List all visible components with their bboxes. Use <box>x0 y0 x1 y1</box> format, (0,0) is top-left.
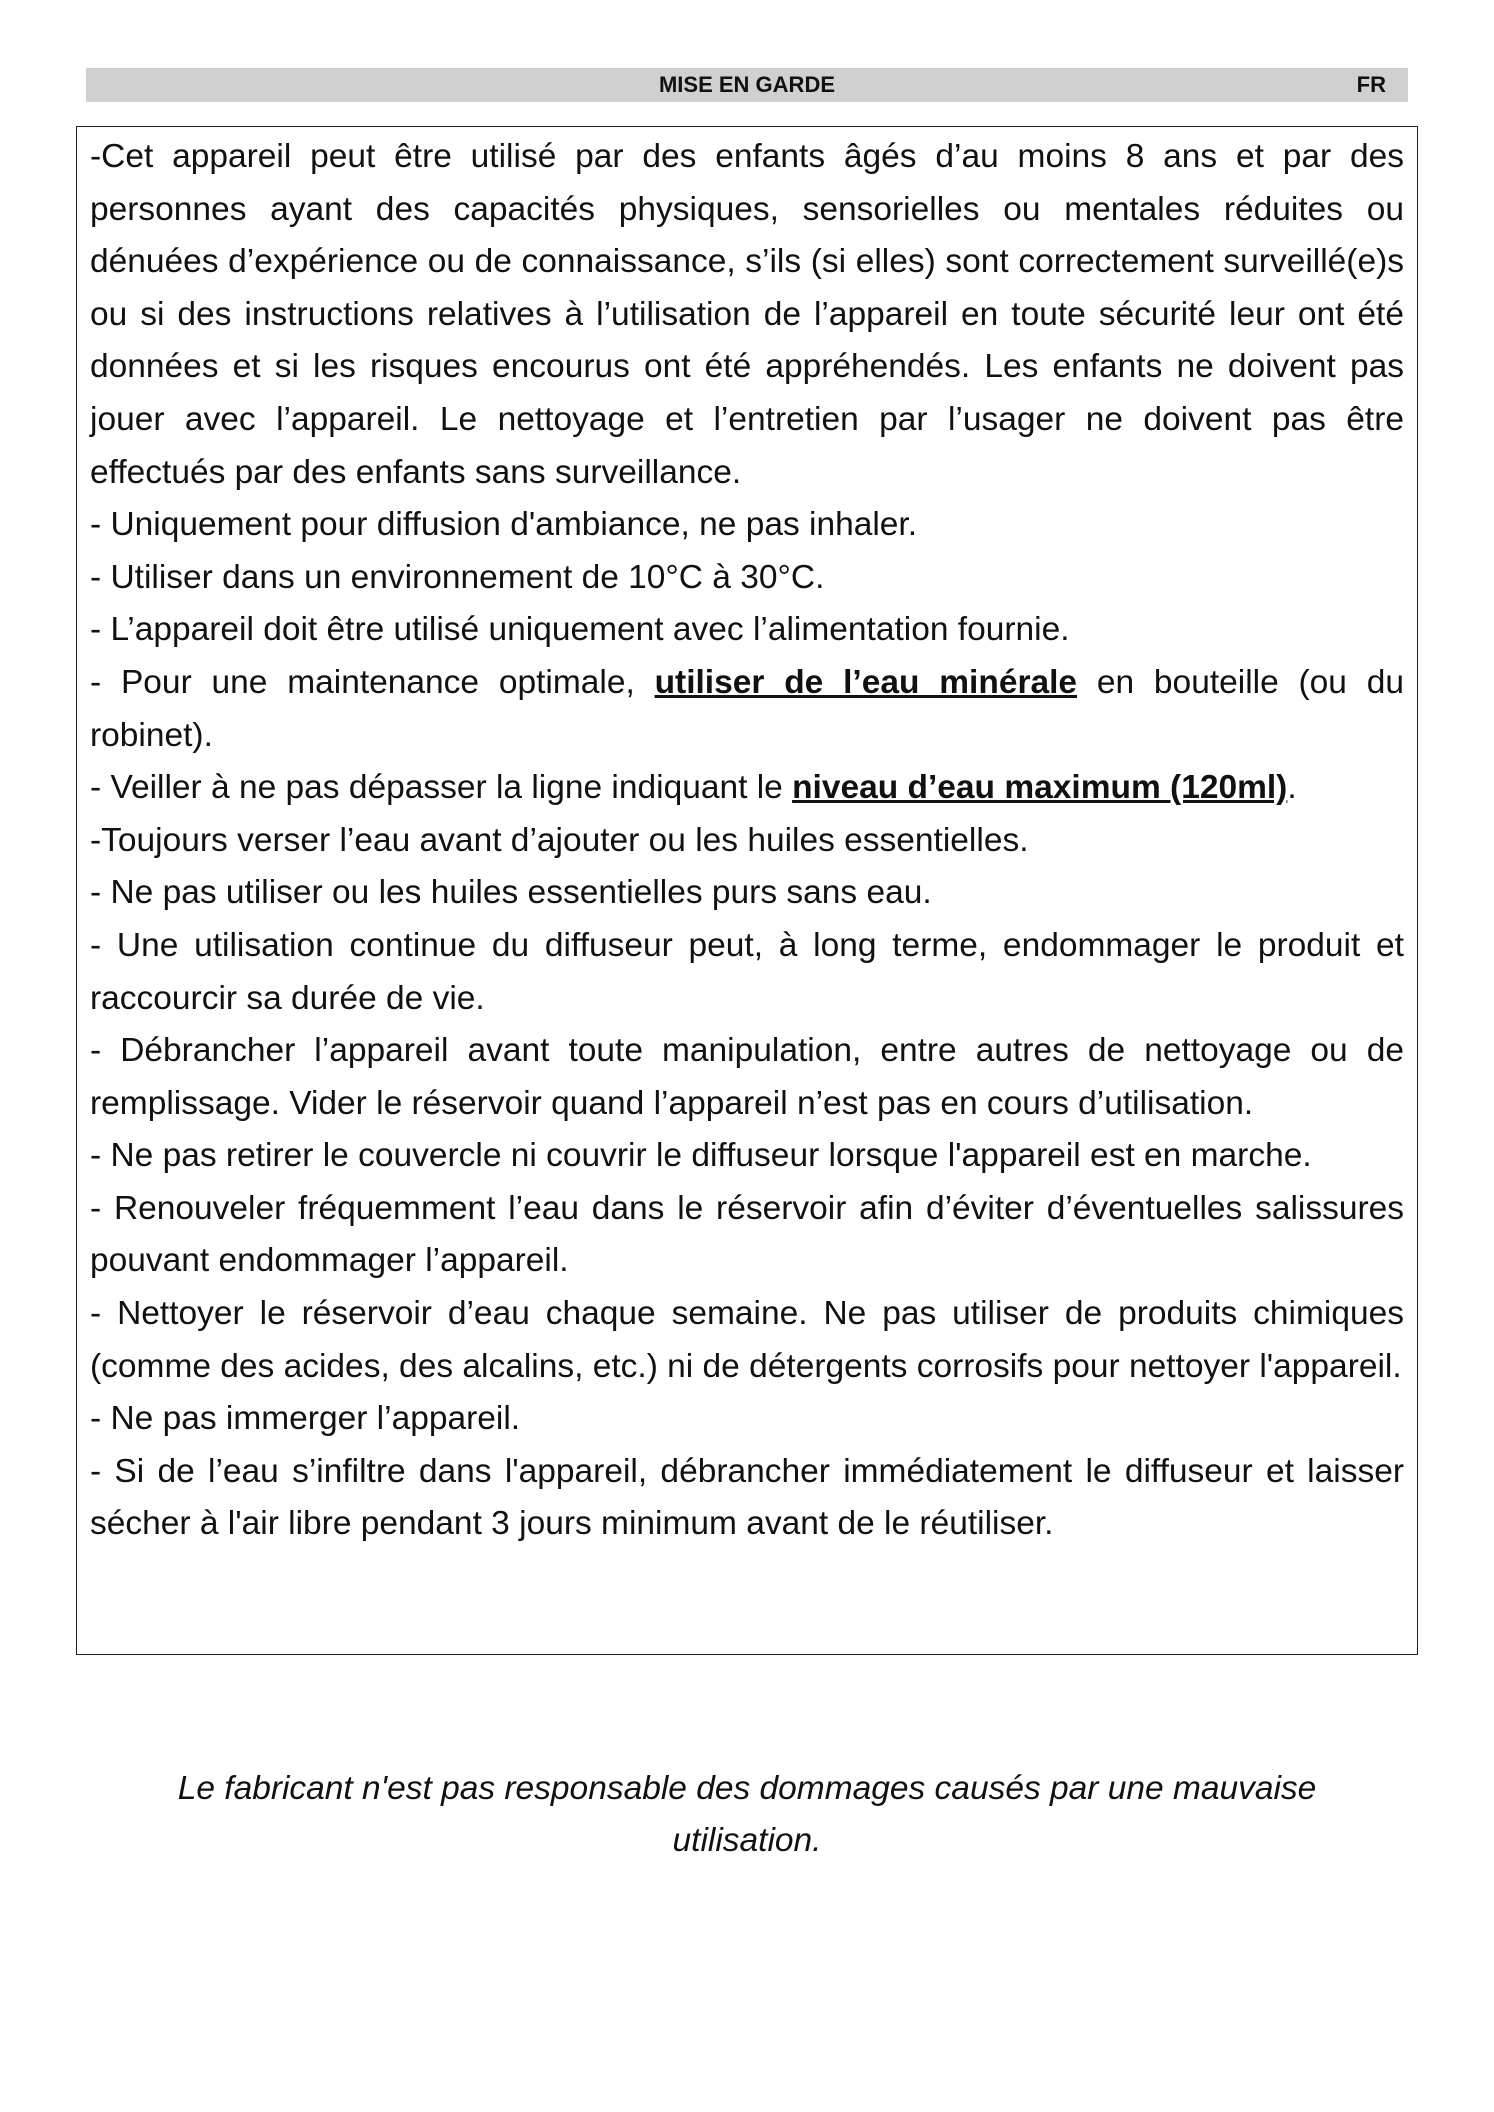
warning-water-level <box>90 762 1404 815</box>
warning-water-level-before: - Veiller à ne pas dépasser la ligne indiquant le <box>90 769 793 807</box>
mineral-water-emphasis: utiliser de l’eau minérale <box>654 663 1078 701</box>
manufacturer-disclaimer: Le fabricant n'est pas responsable des dommages causés par une mauvaise utilisation. <box>177 1769 1317 1860</box>
warning-cleaning: - Nettoyer le réservoir d’eau chaque semaine. Ne pas utiliser de produits chimiques (comme des acides, des alcalins, etc.) ni de détergents corrosifs pour nettoyer l'appareil. <box>90 1295 1404 1385</box>
page-header <box>86 68 1408 102</box>
warning-no-pure-oils: - Ne pas utiliser ou les huiles essentielles purs sans eau. <box>90 874 932 912</box>
warning-temperature: - Utiliser dans un environnement de 10°C à 30°C. <box>90 558 825 596</box>
warning-maintenance-after: en bouteille (ou du robinet). <box>90 663 1404 754</box>
warning-lid: - Ne pas retirer le couvercle ni couvrir le diffuseur lorsque l'appareil est en marche. <box>90 1137 1312 1175</box>
warning-water-level-after: . <box>1287 769 1297 807</box>
warning-maintenance <box>90 657 1404 762</box>
warning-continuous-use: - Une utilisation continue du diffuseur peut, à long terme, endommager le produit et raccourcir sa durée de vie. <box>90 926 1404 1017</box>
warning-unplug: - Débrancher l’appareil avant toute manipulation, entre autres de nettoyage ou de remplissage. Vider le réservoir quand l’appareil n’est pas en cours d’utilisation. <box>90 1032 1404 1122</box>
language-code: FR <box>1356 72 1386 97</box>
warning-pour-water: -Toujours verser l’eau avant d’ajouter ou les huiles essentielles. <box>90 821 1029 859</box>
warning-power-supply: - L’appareil doit être utilisé uniquement avec l’alimentation fournie. <box>90 611 1070 649</box>
warning-no-immersion: - Ne pas immerger l’appareil. <box>90 1400 521 1438</box>
warning-renew-water: - Renouveler fréquemment l’eau dans le réservoir afin d’éviter d’éventuelles salissures pouvant endommager l’appareil. <box>90 1189 1404 1280</box>
max-water-level-emphasis: niveau d’eau maximum (120ml) <box>792 769 1288 807</box>
warnings-box <box>76 126 1418 1655</box>
warning-intro: -Cet appareil peut être utilisé par des enfants âgés d’au moins 8 ans et par des personnes ayant des capacités physiques, sensorielles ou mentales réduites ou dénuées d’expérience ou de connaissance, s’ils (si elles) sont correctement surveillé(e)s ou si des instructions relatives à l’utilisation de l’appareil en toute sécurité leur ont été données et si les risques encourus ont été appréhendés. Les enfants ne doivent pas jouer avec l’appareil. Le nettoyage et l’entretien par l’usager ne doivent pas être effectués par des enfants sans surveillance. <box>90 138 1404 491</box>
warning-ambiance: - Uniquement pour diffusion d'ambiance, ne pas inhaler. <box>90 506 918 544</box>
header-title: MISE EN GARDE <box>658 72 836 97</box>
warning-maintenance-before: - Pour une maintenance optimale, <box>90 663 655 701</box>
warning-water-infiltration: - Si de l’eau s’infiltre dans l'appareil, débrancher immédiatement le diffuseur et laisser sécher à l'air libre pendant 3 jours minimum avant de le réutiliser. <box>90 1452 1404 1543</box>
